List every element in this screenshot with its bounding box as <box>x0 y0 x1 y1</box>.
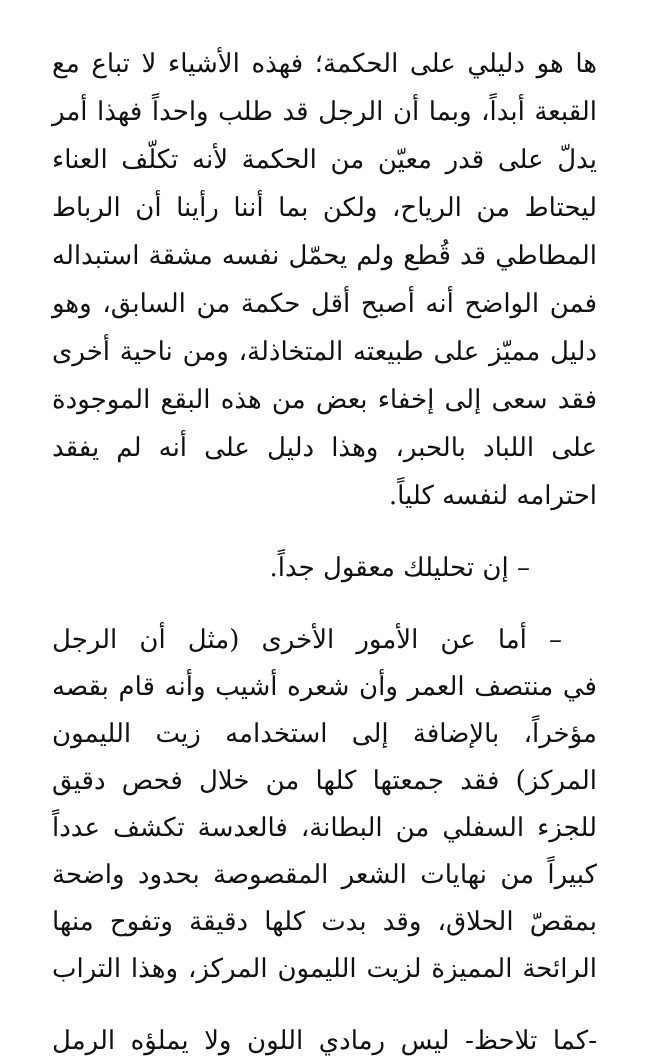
text-line: يدلّ على قدر معيّن من الحكمة لأنه تكلّف العناء <box>52 145 597 175</box>
dialogue-line: – إن تحليلك معقول جداً. <box>269 553 530 583</box>
text-line: على اللباد بالحبر، وهذا دليل على أنه لم يفقد <box>52 433 597 463</box>
text-line: ليحتاط من الرياح، ولكن بما أننا رأينا أن الرباط <box>52 193 597 223</box>
dialogue-line: – أما عن الأمور الأخرى (مثل أن الرجل <box>52 625 562 655</box>
text-line: المطاطي قد قُطع ولم يحمّل نفسه مشقة استبداله <box>52 241 597 271</box>
text-line: بمقصّ الحلاق، وقد بدت كلها دقيقة وتفوح منها <box>52 907 597 937</box>
text-line: ها هو دليلي على الحكمة؛ فهذه الأشياء لا تباع مع <box>52 49 597 79</box>
text-line: القبعة أبداً، وبما أن الرجل قد طلب واحداً فهذا أمر <box>52 97 597 127</box>
text-line: كبيراً من نهايات الشعر المقصوصة بحدود واضحة <box>52 860 597 890</box>
text-line: مؤخراً، بالإضافة إلى استخدامه زيت الليمون <box>52 719 597 749</box>
text-line: احترامه لنفسه كلياً. <box>388 481 597 511</box>
text-line: في منتصف العمر وأن شعره أشيب وأنه قام بقصه <box>52 672 597 702</box>
text-line: الرائحة المميزة لزيت الليمون المركز، وهذا التراب <box>52 954 597 984</box>
text-line: دليل مميّز على طبيعته المتخاذلة، ومن ناحية أخرى <box>52 337 597 367</box>
text-line: المركز) فقد جمعتها كلها من خلال فحص دقيق <box>52 766 597 796</box>
text-line: -كما تلاحظ- ليس رمادي اللون ولا يملؤه الرمل <box>52 1026 597 1056</box>
text-line: للجزء السفلي من البطانة، فالعدسة تكشف عدداً <box>52 813 597 843</box>
text-line: فقد سعى إلى إخفاء بعض من هذه البقع الموجودة <box>52 385 597 415</box>
text-line: فمن الواضح أنه أصبح أقل حكمة من السابق، وهو <box>52 289 597 319</box>
